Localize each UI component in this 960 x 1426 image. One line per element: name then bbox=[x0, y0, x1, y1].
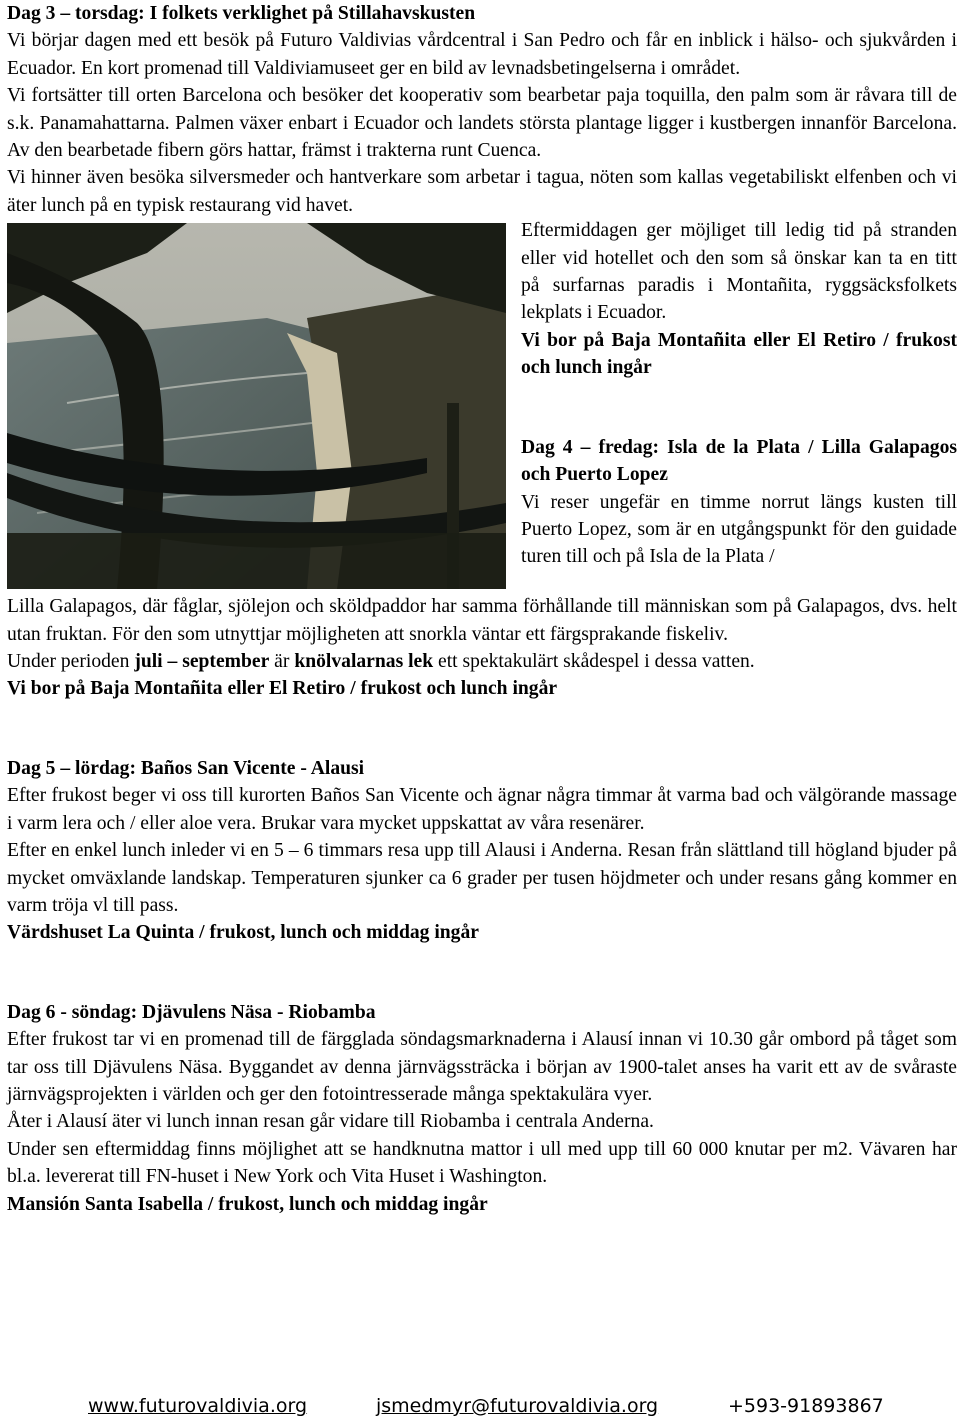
day5-accommodation: Värdshuset La Quinta / frukost, lunch och middag ingår bbox=[7, 922, 479, 944]
day4-accommodation: Vi bor på Baja Montañita eller El Retiro / frukost och lunch ingår bbox=[7, 678, 558, 700]
day4-heading: Dag 4 – fredag: Isla de la Plata / Lilla Galapagos och Puerto Lopez bbox=[521, 436, 957, 486]
day4-p2-text-e: ett spektakulärt skådespel i dessa vatten. bbox=[433, 651, 755, 673]
day4-paragraph-1-side: Vi reser ungefär en timme norrut längs kusten till Puerto Lopez, som är en utgångspunkt för den guidade turen till och på Isla de la Plata / bbox=[521, 491, 957, 568]
day3-paragraph-3: Vi hinner även besöka silversmeder och hantverkare som arbetar i tagua, nöten som kallas vegetabiliskt elfenben och vi äter lunch på en typisk restaurang vid havet. bbox=[7, 167, 957, 216]
day3-paragraph-1: Vi börjar dagen med ett besök på Futuro Valdivias vårdcentral i San Pedro och får en inblick i hälso- och sjukvården i Ecuador. En kort promenad till Valdiviamuseet ger en bild av levnadsbetingelserna i området. bbox=[7, 30, 957, 79]
day4-paragraph-1-rest: Lilla Galapagos, där fåglar, sjölejon och sköldpaddor har samma förhållande till människan som på Galapagos, dvs. helt utan fruktan. För den som utnyttjar möjligheten att snorkla väntar ett färgsprakande fiskeliv. bbox=[7, 596, 957, 645]
day5-heading: Dag 5 – lördag: Baños San Vicente - Alausi bbox=[7, 757, 365, 779]
footer-email-link[interactable]: jsmedmyr@futurovaldivia.org bbox=[376, 1395, 659, 1417]
day6-accommodation: Mansión Santa Isabella / frukost, lunch och middag ingår bbox=[7, 1193, 488, 1215]
day4-p2-text-a: Under perioden bbox=[7, 651, 135, 673]
day3-paragraph-2: Vi fortsätter till orten Barcelona och besöker det kooperativ som bearbetar paja toquilla, den palm som är råvara till de s.k. Panamahattarna. Palmen växer enbart i Ecuador och landets största plantage ligger i kustbergen innanför Barcelona. Av den bearbetade fibern görs hattar, främst i trakterna runt Cuenca. bbox=[7, 85, 957, 162]
day3-paragraph-4: Eftermiddagen ger möjliget till ledig tid på stranden eller vid hotellet och den som så önskar kan ta en titt på surfarnas paradis i Montañita, ryggsäcksfolkets lekplats i Ecuador. bbox=[521, 220, 957, 324]
day6-heading: Dag 6 - söndag: Djävulens Näsa - Riobamba bbox=[7, 1001, 376, 1023]
day5-paragraph-2: Efter en enkel lunch inleder vi en 5 – 6 timmars resa upp till Alausi i Anderna. Resan från slättland till högland bjuder på mycket omväxlande landskap. Temperaturen sjunker ca 6 grader per tusen höjdmeter och under resans gång kommer en varm tröja vl till pass. bbox=[7, 840, 957, 916]
beach-hammock-photo bbox=[7, 223, 506, 589]
day3-accommodation: Vi bor på Baja Montañita eller El Retiro / frukost och lunch ingår bbox=[521, 329, 957, 379]
photo-side-column bbox=[521, 217, 957, 570]
day6-paragraph-1: Efter frukost tar vi en promenad till de färgglada söndagsmarknaderna i Alausí innan vi 10.30 går ombord på tåget som tar oss till Djävulens Näsa. Byggandet av denna järnvägssträcka i början av 1900-talet anses ha varit ett av de svåraste järnvägsprojekten i världen och ger den fotointresserade många spektakulära vyer. bbox=[7, 1029, 957, 1105]
day4-period: juli – september bbox=[134, 651, 270, 673]
document-page bbox=[7, 0, 957, 1218]
day4-paragraph-2 bbox=[7, 648, 957, 675]
footer-phone: +593-91893867 bbox=[728, 1395, 884, 1417]
footer-website-link[interactable]: www.futurovaldivia.org bbox=[88, 1395, 308, 1417]
day6-paragraph-2: Åter i Alausí äter vi lunch innan resan går vidare till Riobamba i centrala Anderna. bbox=[7, 1111, 654, 1133]
day4-p2-text-c: är bbox=[269, 651, 295, 673]
day5-paragraph-1: Efter frukost beger vi oss till kurorten Baños San Vicente och ägnar några timmar åt varma bad och välgörande massage i varm lera och / eller aloe vera. Brukar vara mycket uppskattat av våra resenärer. bbox=[7, 785, 957, 834]
day6-paragraph-3: Under sen eftermiddag finns möjlighet att se handknutna mattor i ull med upp till 60 000 knutar per m2. Vävaren har bl.a. levererat till FN-huset i New York och Vita Huset i Washington. bbox=[7, 1138, 957, 1188]
photo-row bbox=[7, 220, 957, 593]
day4-whales: knölvalarnas lek bbox=[294, 651, 434, 673]
day3-heading: Dag 3 – torsdag: I folkets verklighet på Stillahavskusten bbox=[7, 3, 476, 24]
